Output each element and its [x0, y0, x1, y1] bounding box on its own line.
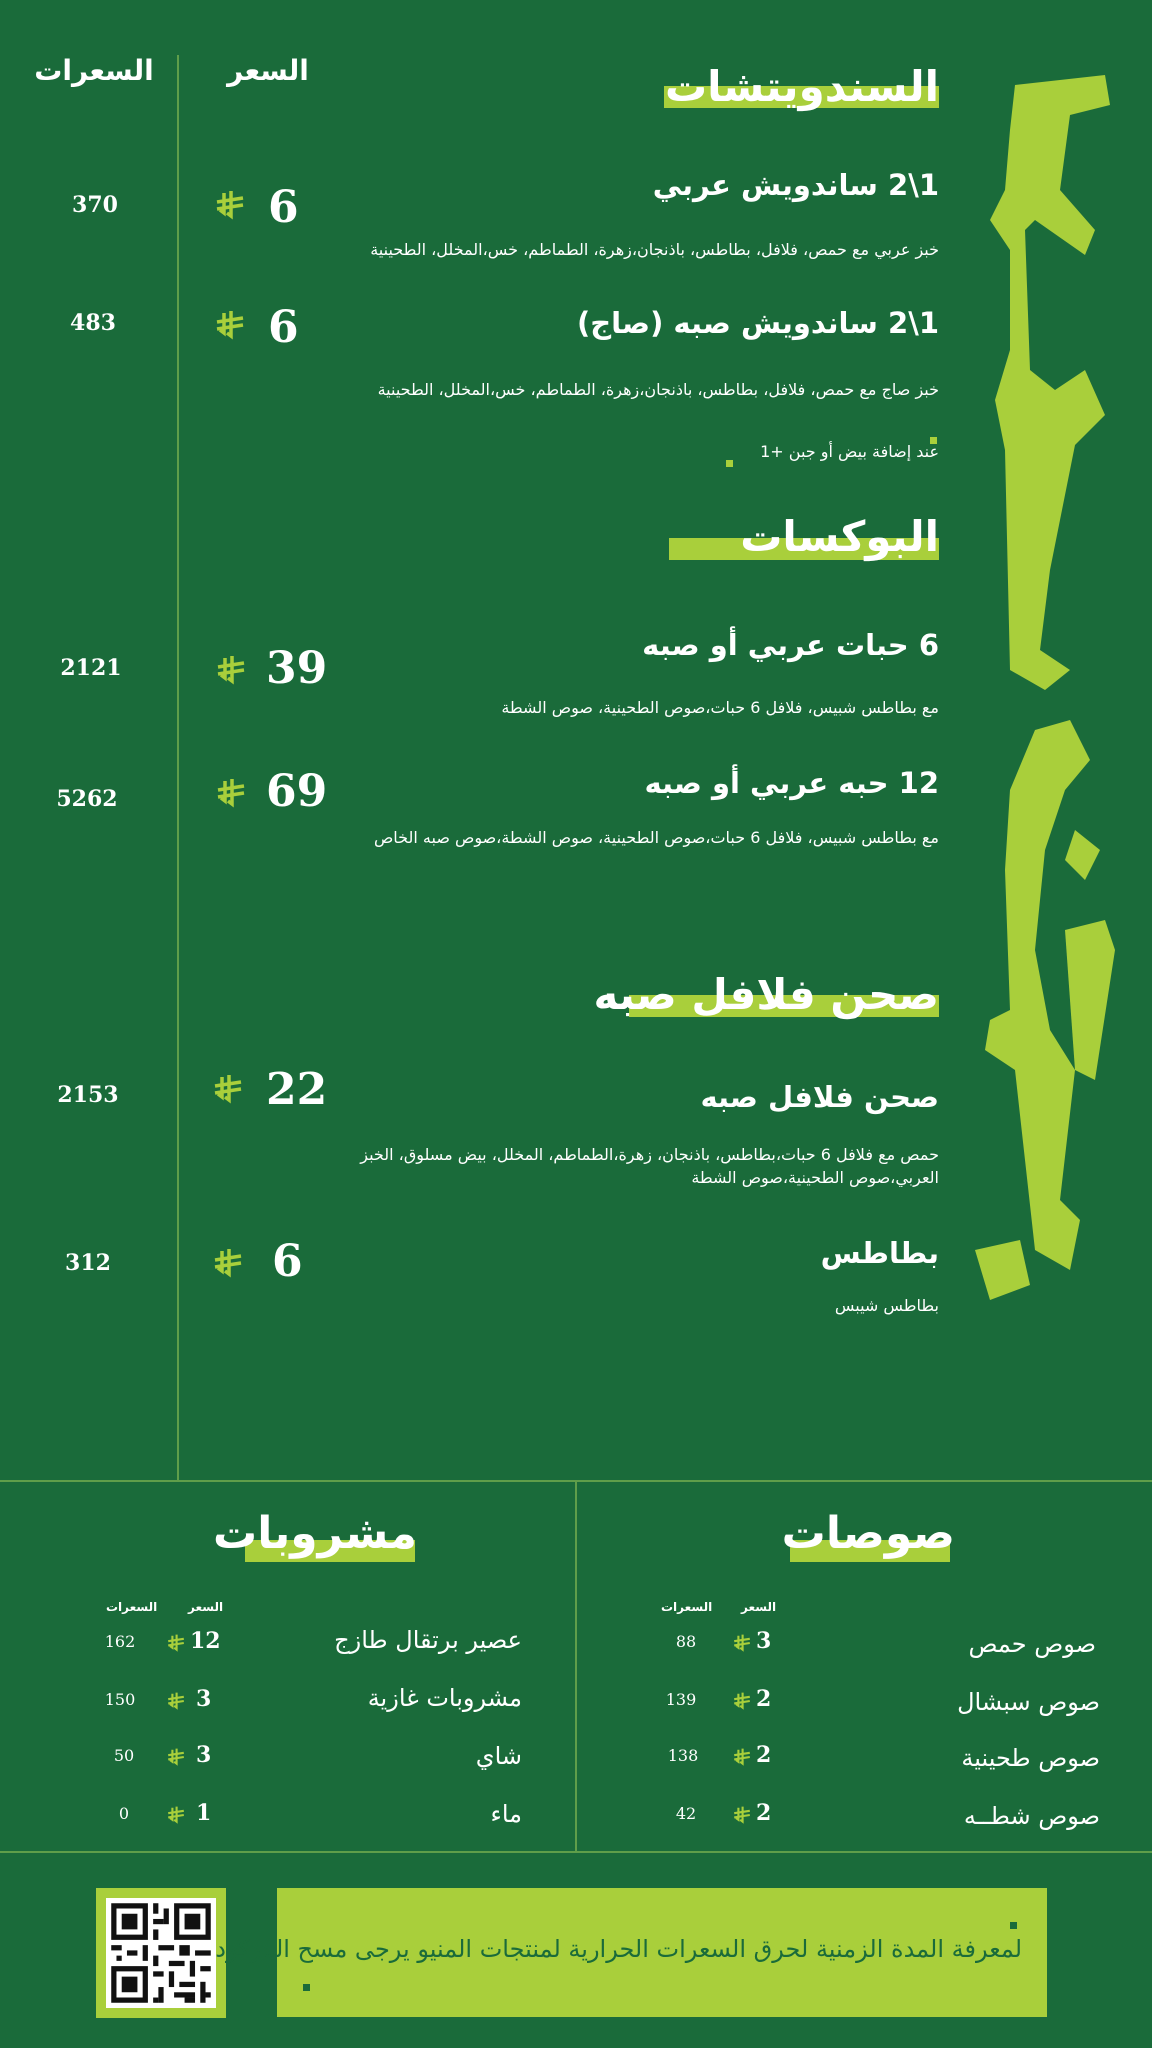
- section-divider: [0, 1851, 1152, 1853]
- sauce-calories: 139: [665, 1690, 697, 1709]
- drink-price: 3: [196, 1686, 212, 1712]
- saudi-riyal-icon: [167, 1806, 185, 1824]
- drink-price: 1: [196, 1800, 212, 1826]
- sauce-calories: 42: [675, 1804, 697, 1823]
- calories-column-header: السعرات: [34, 54, 154, 87]
- decor-square: [726, 460, 733, 467]
- menu-item-description: مع بطاطس شبيس، فلافل 6 حبات،صوص الطحينية، صوص الشطة،صوص صبه الخاص: [373, 828, 939, 847]
- decor-square: [303, 1984, 310, 1991]
- menu-item-calories: 483: [70, 310, 116, 336]
- qr-code-icon[interactable]: [106, 1898, 216, 2008]
- drink-name: ماء: [490, 1800, 522, 1828]
- saudi-riyal-icon: [215, 310, 245, 340]
- drink-calories: 150: [104, 1690, 136, 1709]
- menu-item-price: 69: [266, 766, 328, 817]
- saudi-riyal-icon: [215, 190, 245, 220]
- menu-item-name: صحن فلافل صبه: [700, 1080, 939, 1114]
- drinks-price-header: السعر: [188, 1600, 224, 1614]
- menu-item-price: 22: [266, 1064, 328, 1115]
- menu-item-calories: 2153: [57, 1082, 119, 1108]
- sauce-name: صوص سبشال: [957, 1688, 1100, 1716]
- drink-calories: 50: [113, 1746, 135, 1765]
- drink-name: مشروبات غازية: [367, 1684, 522, 1712]
- menu-item-price: 6: [272, 1236, 303, 1287]
- menu-item-calories: 2121: [60, 655, 122, 681]
- sauce-name: صوص شطــه: [963, 1802, 1100, 1830]
- sauces-title: صوصات: [781, 1508, 955, 1559]
- sandwiches-title: السندويتشات: [664, 62, 939, 111]
- decor-square: [1010, 1922, 1017, 1929]
- saudi-riyal-icon: [733, 1692, 751, 1710]
- sauce-price: 2: [756, 1742, 772, 1768]
- qr-code-frame: [96, 1888, 226, 2018]
- sauces-calories-header: السعرات: [661, 1600, 713, 1614]
- sauce-name: صوص حمص: [968, 1630, 1096, 1658]
- column-divider: [177, 55, 179, 1480]
- menu-item-price: 39: [266, 643, 328, 694]
- sauce-price: 2: [756, 1800, 772, 1826]
- saudi-riyal-icon: [213, 1248, 243, 1278]
- saudi-riyal-icon: [733, 1748, 751, 1766]
- drink-calories: 0: [118, 1804, 130, 1823]
- saudi-riyal-icon: [167, 1692, 185, 1710]
- plates-title: صحن فلافل صبه: [593, 970, 939, 1019]
- menu-item-description: خبز صاج مع حمص، فلافل، بطاطس، باذنجان،زهرة، الطماطم، خس،المخلل، الطحينية: [377, 380, 939, 399]
- sauce-price: 3: [756, 1628, 772, 1654]
- menu-item-description: حمص مع فلافل 6 حبات،بطاطس، باذنجان، زهرة،الطماطم، المخلل، بيض مسلوق، الخبز: [360, 1145, 939, 1164]
- drink-name: عصير برتقال طازج: [334, 1626, 522, 1654]
- banner-text: لمعرفة المدة الزمنية لحرق السعرات الحرارية لمنتجات المنيو يرجى مسح الباركود: [215, 1935, 1022, 1963]
- saudi-riyal-icon: [167, 1634, 185, 1652]
- price-column-header: السعر: [227, 54, 309, 87]
- menu-item-price: 6: [268, 182, 299, 233]
- sauce-name: صوص طحينية: [961, 1744, 1100, 1772]
- boxes-title: البوكسات: [740, 512, 939, 561]
- menu-item-description: العربي،صوص الطحينية،صوص الشطة: [691, 1168, 939, 1187]
- column-divider: [575, 1482, 577, 1852]
- drink-calories: 162: [104, 1632, 136, 1651]
- menu-item-description: بطاطس شيبس: [834, 1296, 939, 1315]
- add-on-note: عند إضافة بيض أو جبن +1: [760, 442, 939, 461]
- menu-item-name: 6 حبات عربي أو صبه: [642, 628, 939, 662]
- menu-item-calories: 370: [72, 192, 118, 218]
- menu-item-calories: 312: [65, 1250, 111, 1276]
- saudi-riyal-icon: [167, 1748, 185, 1766]
- drinks-calories-header: السعرات: [106, 1600, 158, 1614]
- saudi-riyal-icon: [733, 1634, 751, 1652]
- menu-item-name: 1\2 ساندويش صبه (صاج): [577, 306, 939, 340]
- saudi-riyal-icon: [733, 1806, 751, 1824]
- drinks-title: مشروبات: [213, 1508, 417, 1559]
- menu-item-name: 12 حبه عربي أو صبه: [644, 766, 939, 800]
- sauces-price-header: السعر: [741, 1600, 777, 1614]
- menu-item-description: خبز عربي مع حمص، فلافل، بطاطس، باذنجان،زهرة، الطماطم، خس،المخلل، الطحينية: [370, 240, 939, 259]
- menu-item-calories: 5262: [56, 786, 118, 812]
- brand-logo: [975, 70, 1125, 1330]
- sauce-calories: 138: [667, 1746, 699, 1765]
- saudi-riyal-icon: [213, 1074, 243, 1104]
- menu-item-description: مع بطاطس شبيس، فلافل 6 حبات،صوص الطحينية، صوص الشطة: [501, 698, 939, 717]
- sauce-calories: 88: [675, 1632, 697, 1651]
- saudi-riyal-icon: [216, 655, 246, 685]
- qr-code-icon: [106, 1898, 216, 2008]
- drink-name: شاي: [475, 1742, 522, 1770]
- menu-item-price: 6: [268, 302, 299, 353]
- footer-banner: [215, 1888, 1047, 2017]
- sauce-price: 2: [756, 1686, 772, 1712]
- drink-price: 3: [196, 1742, 212, 1768]
- menu-item-name: بطاطس: [820, 1236, 939, 1270]
- saudi-riyal-icon: [216, 778, 246, 808]
- menu-item-name: 1\2 ساندويش عربي: [652, 168, 939, 202]
- drink-price: 12: [190, 1628, 221, 1654]
